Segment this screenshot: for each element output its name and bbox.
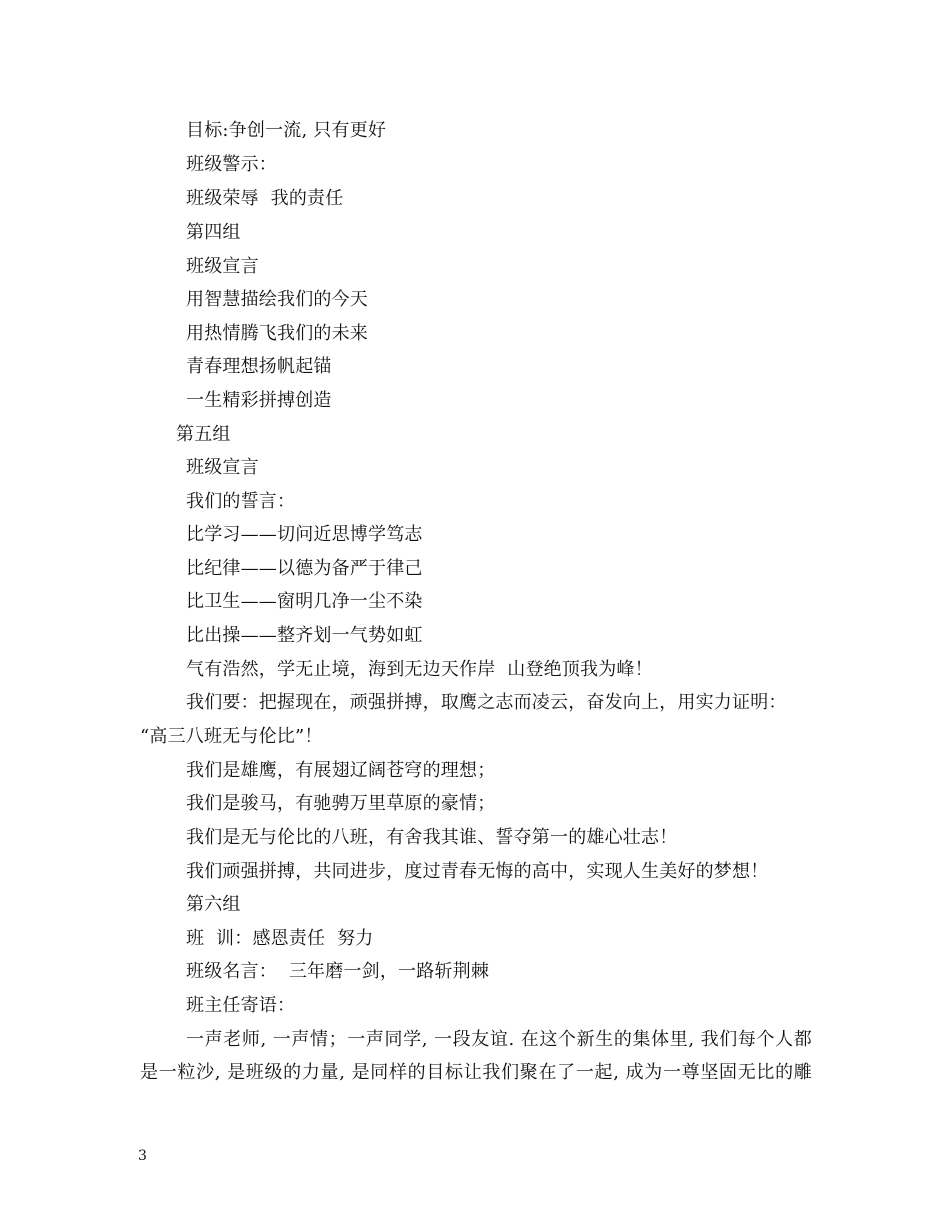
group-heading-5: 第五组 <box>176 424 231 445</box>
text-line-warning-heading: 班级警示： <box>186 154 277 175</box>
text-line: 用热情腾飞我们的未来 <box>186 323 368 344</box>
group-heading-6: 第六组 <box>186 894 241 915</box>
text-line: 比纪律——以德为备严于律己 <box>186 558 423 579</box>
text-line: 气有浩然，学无止境，海到无边天作岸 山登绝顶我为峰！ <box>186 659 653 680</box>
text-line: 我们是无与伦比的八班，有舍我其谁、誓夺第一的雄心壮志！ <box>186 827 678 848</box>
page-number: 3 <box>138 1148 147 1164</box>
text-line-warning: 班级荣辱 我的责任 <box>186 188 344 209</box>
text-line: 我们是雄鹰，有展翅辽阔苍穹的理想； <box>186 760 496 781</box>
text-line: 一生精彩拼搏创造 <box>186 390 332 411</box>
text-line-class-motto: 班 训：感恩责任 努力 <box>186 928 374 949</box>
text-line-quote: “高三八班无与伦比”！ <box>140 726 323 747</box>
paragraph-line: 是一粒沙, 是班级的力量, 是同样的目标让我们聚在了一起, 成为一尊坚固无比的雕 <box>140 1062 812 1083</box>
text-line: 比卫生——窗明几净一尘不染 <box>186 591 423 612</box>
text-line-goal: 目标:争创一流, 只有更好 <box>186 120 387 141</box>
text-line-class-saying: 班级名言： 三年磨一剑，一路斩荆棘 <box>186 961 490 982</box>
text-line: 我们要：把握现在，顽强拼搏，取鹰之志而凌云，奋发向上，用实力证明： <box>186 692 787 713</box>
text-line-oath-heading: 我们的誓言： <box>186 491 296 512</box>
text-line-teacher-message-heading: 班主任寄语： <box>186 995 296 1016</box>
text-line: 我们顽强拼搏，共同进步，度过青春无悔的高中，实现人生美好的梦想！ <box>186 861 769 882</box>
text-line: 青春理想扬帆起锚 <box>186 356 332 377</box>
text-line-declaration-heading: 班级宣言 <box>186 457 259 478</box>
text-line: 用智慧描绘我们的今天 <box>186 289 368 310</box>
text-line: 比学习——切问近思博学笃志 <box>186 524 423 545</box>
group-heading-4: 第四组 <box>186 222 241 243</box>
paragraph-line: 一声老师, 一声情；一声同学, 一段友谊. 在这个新生的集体里, 我们每个人都 <box>186 1029 812 1050</box>
text-line: 比出操——整齐划一气势如虹 <box>186 625 423 646</box>
text-line: 我们是骏马，有驰骋万里草原的豪情； <box>186 793 496 814</box>
text-line-declaration-heading: 班级宣言 <box>186 256 259 277</box>
